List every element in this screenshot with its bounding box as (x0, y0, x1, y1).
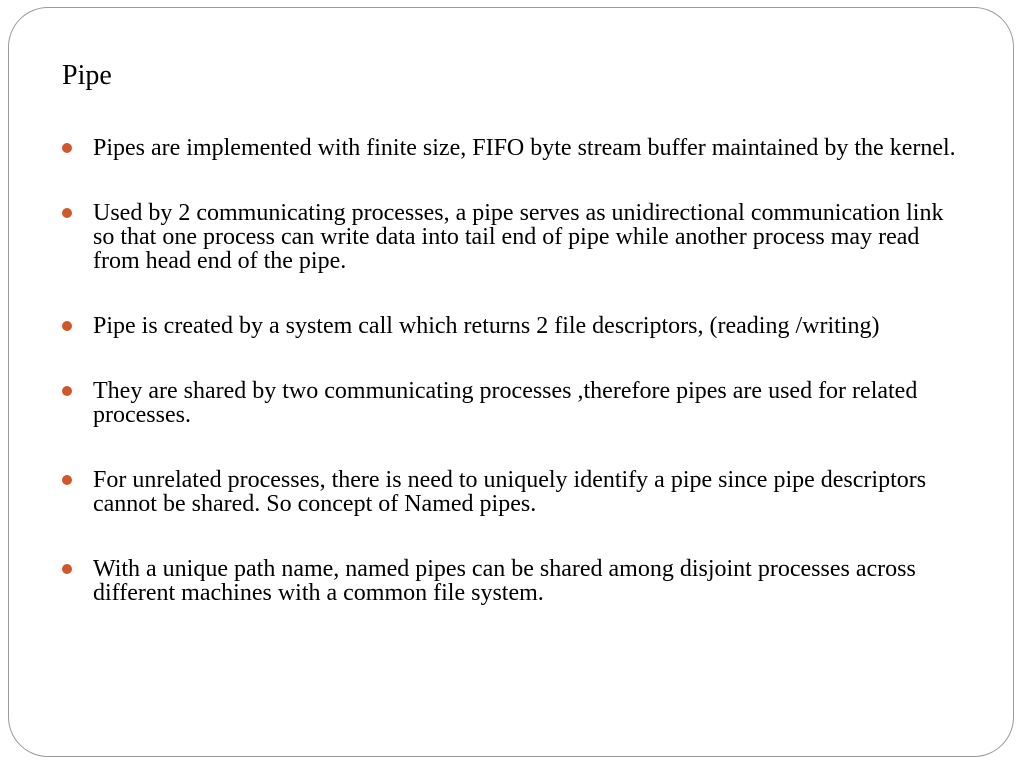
bullet-text: Pipe is created by a system call which returns 2 file descriptors, (reading /writing) (93, 313, 880, 339)
bullet-dot-icon (62, 321, 72, 331)
bullet-dot-icon (62, 475, 72, 485)
bullet-text: Pipes are implemented with finite size, FIFO byte stream buffer maintained by the kernel. (93, 135, 956, 161)
bullet-dot-icon (62, 564, 72, 574)
bullet-item (62, 468, 962, 516)
bullet-text: With a unique path name, named pipes can be shared among disjoint processes across different machines with a common file system. (93, 556, 916, 606)
bullet-item (62, 136, 962, 160)
bullet-list (62, 136, 962, 646)
bullet-text: Used by 2 communicating processes, a pipe serves as unidirectional communication link so that one process can write data into tail end of pipe while another process may read from head end of the pipe. (93, 200, 944, 274)
bullet-dot-icon (62, 143, 72, 153)
bullet-item (62, 201, 962, 273)
bullet-item (62, 379, 962, 427)
bullet-dot-icon (62, 386, 72, 396)
bullet-text: They are shared by two communicating processes ,therefore pipes are used for related processes. (93, 378, 918, 428)
bullet-text: For unrelated processes, there is need to uniquely identify a pipe since pipe descriptors cannot be shared. So concept of Named pipes. (93, 467, 927, 517)
bullet-item (62, 314, 962, 338)
bullet-dot-icon (62, 208, 72, 218)
bullet-item (62, 557, 962, 605)
slide-title: Pipe (62, 60, 112, 91)
